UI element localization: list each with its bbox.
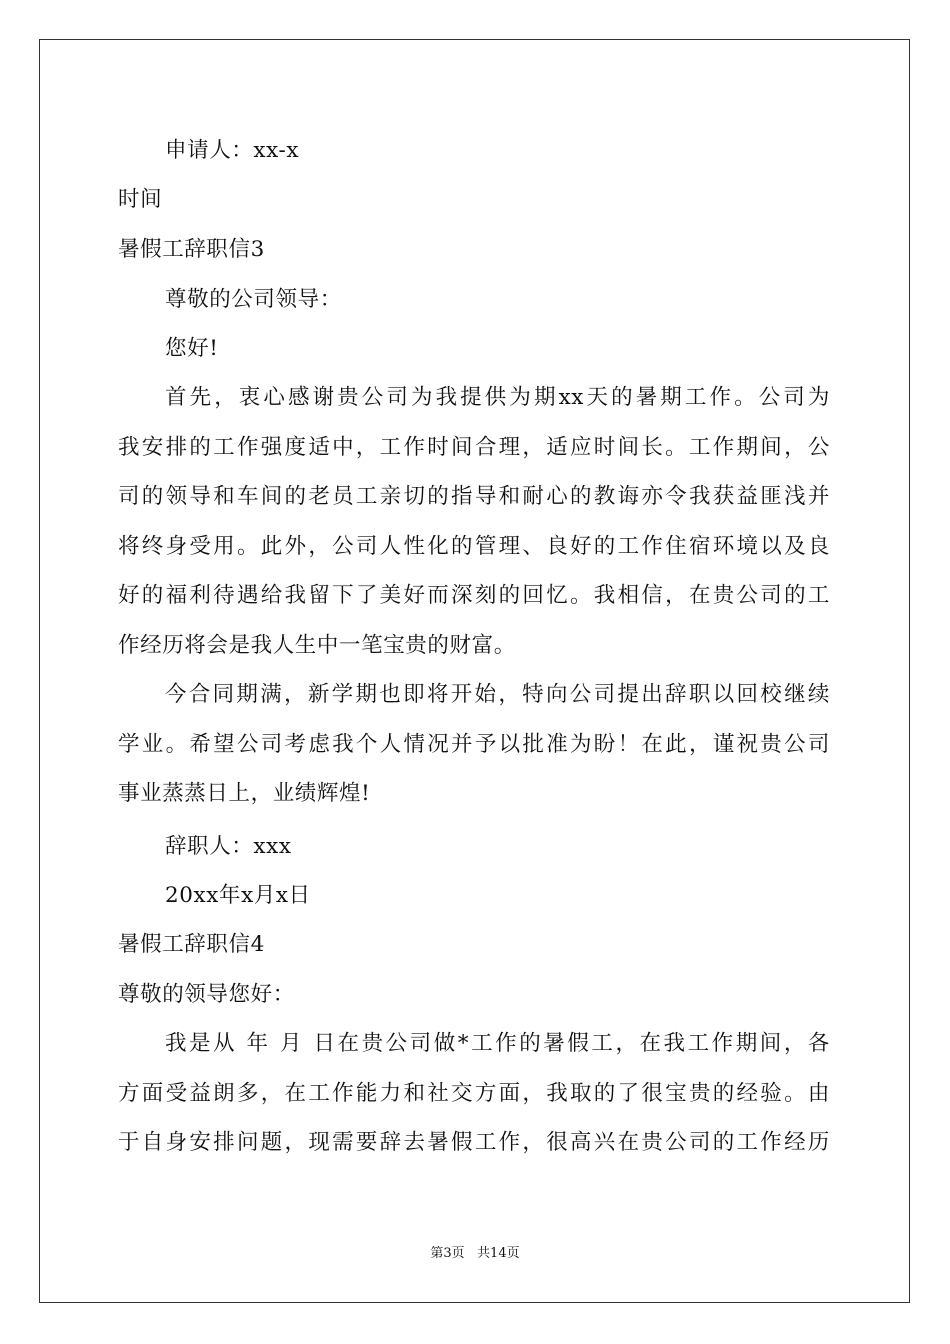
signature-line: 辞职人：xxx	[165, 834, 292, 859]
paragraph-line: 我是从 年 月 日在贵公司做*工作的暑假工，在我工作期间，各	[165, 1031, 830, 1056]
greeting: 您好!	[165, 336, 219, 361]
paragraph-line: 我安排的工作强度适中，工作时间合理，适应时间长。工作期间，公	[118, 435, 830, 460]
section-heading-4: 暑假工辞职信4	[118, 932, 265, 957]
paragraph-line: 将终身受用。此外，公司人性化的管理、良好的工作住宿环境以及良	[118, 534, 830, 559]
paragraph-line: 方面受益朗多，在工作能力和社交方面，我取的了很宝贵的经验。由	[118, 1081, 830, 1106]
paragraph-line: 学业。希望公司考虑我个人情况并予以批准为盼！在此，谨祝贵公司	[118, 732, 830, 757]
paragraph-line: 好的福利待遇给我留下了美好而深刻的回忆。我相信，在贵公司的工	[118, 583, 830, 608]
page-footer: 第3页 共14页	[430, 1246, 520, 1261]
paragraph-line: 司的领导和车间的老员工亲切的指导和耐心的教诲亦令我获益匪浅并	[118, 484, 830, 509]
paragraph-line: 于自身安排问题，现需要辞去暑假工作，很高兴在贵公司的工作经历	[118, 1130, 830, 1155]
paragraph-line: 今合同期满，新学期也即将开始，特向公司提出辞职以回校继续	[165, 682, 830, 707]
applicant-line: 申请人：xx-x	[165, 138, 300, 163]
salutation: 尊敬的公司领导：	[165, 287, 342, 312]
salutation: 尊敬的领导您好：	[118, 982, 295, 1007]
time-line: 时间	[118, 187, 163, 212]
date-line: 20xx年x月x日	[165, 883, 311, 908]
paragraph-line: 事业蒸蒸日上，业绩辉煌!	[118, 781, 371, 806]
paragraph-line: 首先，衷心感谢贵公司为我提供为期xx天的暑期工作。公司为	[165, 385, 830, 410]
paragraph-line: 作经历将会是我人生中一笔宝贵的财富。	[118, 633, 516, 658]
section-heading-3: 暑假工辞职信3	[118, 237, 265, 262]
page-border	[39, 39, 910, 1303]
